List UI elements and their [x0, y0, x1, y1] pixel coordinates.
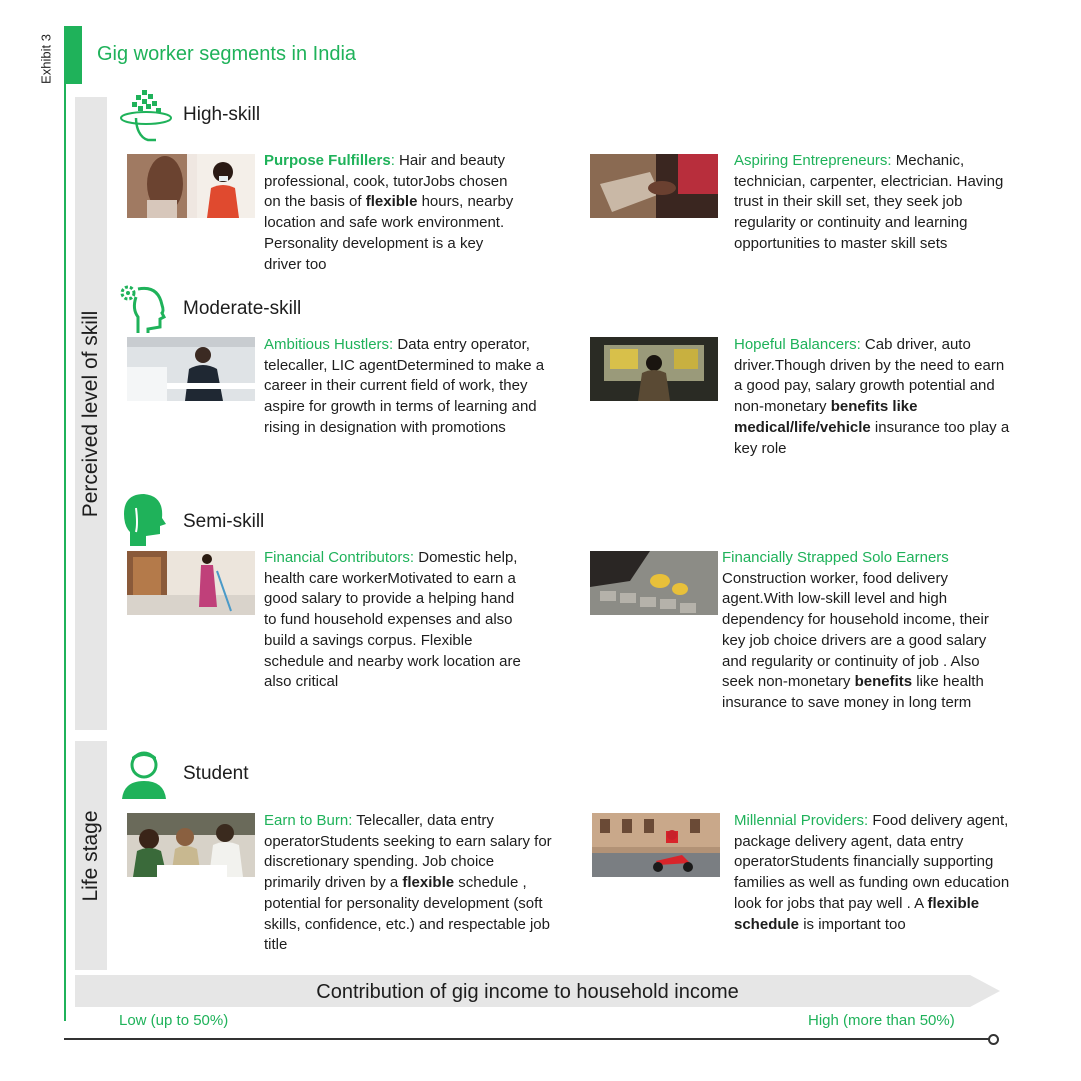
- segment-name: Earn to Burn:: [264, 812, 353, 829]
- construction-worker-photo: [590, 551, 718, 615]
- skill-axis-label: Perceived level of skill: [79, 310, 102, 517]
- segment-earn-to-burn: Earn to Burn: Telecaller, data entry operatorStudents seeking to earn salary for discretionary spending. Job choice primarily driven by a flexible schedule , potential for personality development (soft skills, confidence, etc.) and respectable job title: [264, 812, 552, 954]
- tier-title-high-skill: High-skill: [183, 104, 261, 125]
- title-accent-bar: [64, 26, 82, 84]
- segment-name: Millennial Providers:: [734, 812, 869, 829]
- segment-name: Aspiring Entrepreneurs:: [734, 152, 892, 169]
- brain-head-icon: [118, 88, 174, 144]
- segment-hopeful-balancers: Hopeful Balancers: Cab driver, auto driver.Though driven by the need to earn a good pay, salary growth potential and non-monetary benefits like medical/life/vehicle insurance too play a key role: [734, 336, 1010, 457]
- income-axis-label: Contribution of gig income to household income: [316, 981, 739, 1003]
- salon-worker-photo: [127, 154, 255, 218]
- gear-head-icon: [118, 283, 170, 335]
- segment-purpose-fulfillers: Purpose Fulfillers: Hair and beauty professional, cook, tutorJobs chosen on the basis of flexible hours, nearby location and safe work environment. Personality development is a key driver too: [264, 152, 514, 273]
- delivery-rider-photo: [592, 813, 720, 877]
- segment-name: Financial Contributors:: [264, 549, 415, 566]
- tier-title-student: Student: [183, 763, 249, 784]
- segment-financial-contributors: Financial Contributors: Domestic help, health care workerMotivated to earn a good salary to provide a helping hand to fund household expenses and also build a savings corpus. Flexible schedule and nearby work location are also critical: [264, 549, 521, 691]
- life-stage-axis-label: Life stage: [79, 809, 102, 902]
- segment-name: Purpose Fulfillers: [264, 152, 391, 169]
- low-contribution-label: Low (up to 50%): [119, 1012, 229, 1029]
- students-photo: [127, 813, 255, 877]
- segment-name: Ambitious Hustlers:: [264, 336, 394, 353]
- high-contribution-label: High (more than 50%): [808, 1012, 955, 1029]
- office-worker-photo: [127, 337, 255, 401]
- domestic-help-photo: [127, 551, 255, 615]
- auto-driver-photo: [590, 337, 718, 401]
- segment-aspiring-entrepreneurs: Aspiring Entrepreneurs: Mechanic, technician, carpenter, electrician. Having trust in their skill set, they seek job regularity or continuity and learning opportunities to master skill sets: [734, 152, 1004, 252]
- left-accent-line: [64, 84, 66, 1021]
- mechanic-photo: [590, 154, 718, 218]
- segment-ambitious-hustlers: Ambitious Hustlers: Data entry operator, telecaller, LIC agentDetermined to make a career in their current field of work, they aspire for growth in terms of learning and rising in designation with promotions: [264, 336, 545, 436]
- page-title: Gig worker segments in India: [97, 43, 357, 65]
- segment-millennial-providers: Millennial Providers: Food delivery agent, package delivery agent, data entry operatorStudents financially supporting families as well as funding own education look for jobs that pay well . A flexible schedule is important too: [734, 812, 1010, 933]
- segment-name: Financially Strapped Solo Earners: [722, 549, 949, 566]
- segment-name: Hopeful Balancers:: [734, 336, 861, 353]
- axis-end-marker: [988, 1034, 999, 1045]
- bottom-axis-line: [64, 1038, 994, 1040]
- exhibit-label: Exhibit 3: [38, 34, 54, 84]
- tier-title-semi-skill: Semi-skill: [183, 511, 265, 532]
- tier-title-moderate-skill: Moderate-skill: [183, 298, 302, 319]
- head-icon: [118, 492, 168, 546]
- segment-financially-strapped-solo-earners: Financially Strapped Solo Earners Construction worker, food delivery agent.With low-skill level and high dependency for household income, their key job choice drivers are a good salary and regularity or continuity of job . Also seek non-monetary benefits like health insurance to save money in long term: [722, 549, 989, 711]
- student-person-icon: [120, 749, 168, 799]
